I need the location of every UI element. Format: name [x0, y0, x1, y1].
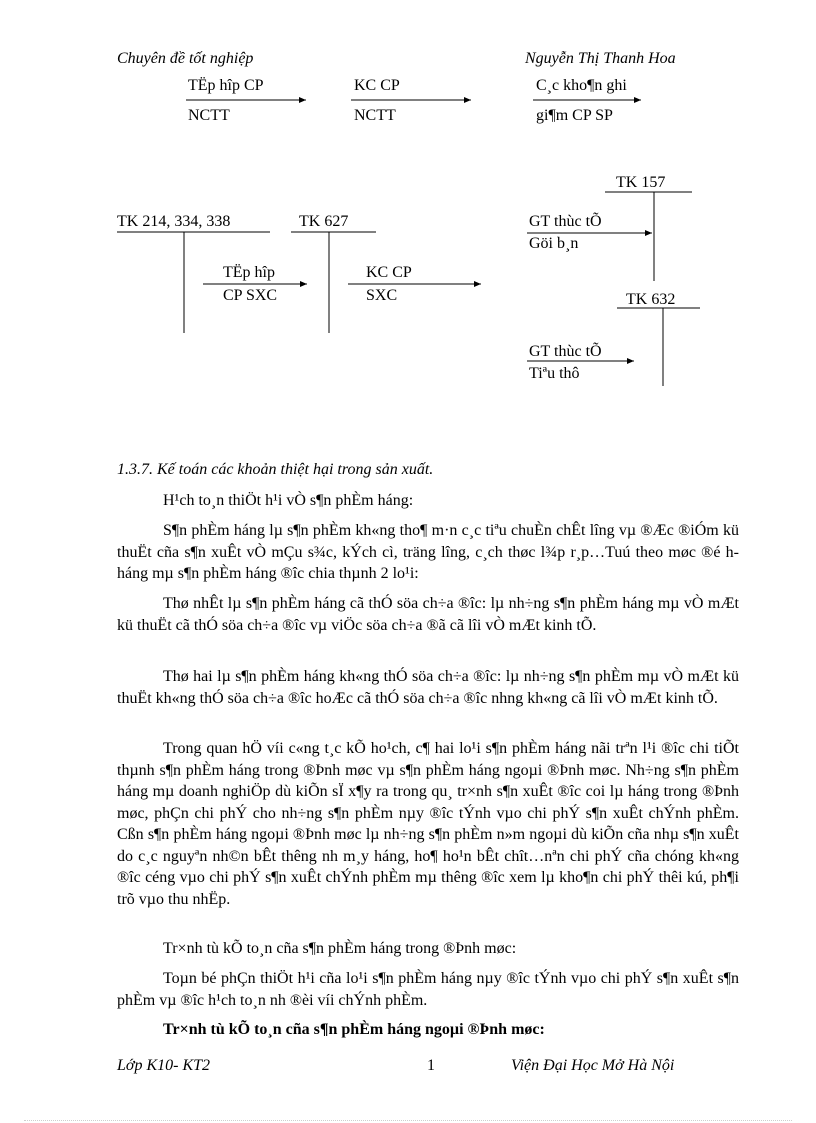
footer-left: Lớp K10- KT2 [117, 1057, 211, 1074]
page-bottom-divider [24, 1120, 792, 1121]
paragraph-7: Toµn bé phÇn thiÖt h¹i cña lo¹i s¶n phÈm háng nµy ®îc tÝnh vµo chi phÝ s¶n xuÊt s¶n phÈm vµ ®îc h¹ch to¸n nh ®èi víi chÝnh phÈm. [117, 970, 739, 1009]
tk-157-label: TK 157 [616, 174, 666, 191]
gt1-top-label: GT thùc tÕ [529, 213, 602, 230]
flow-step3-bottom: gi¶m CP SP [536, 107, 613, 124]
paragraph-4: Thø hai lµ s¶n phÈm háng kh«ng thÓ söa ch÷a ®îc: lµ nh÷ng s¶n phÈm mµ vÒ mÆt kü thuËt kh«ng thÓ söa ch÷a ®îc hoÆc cã thÓ söa ch÷a ®îc nhng kh«ng cã lîi vÒ mÆt kinh tÕ. [117, 668, 739, 707]
paragraph-5: Trong quan hÖ víi c«ng t¸c kÕ ho¹ch, c¶ hai lo¹i s¶n phÈm háng nãi trªn l¹i ®îc chi tiÕt thµnh s¶n phÈm háng trong ®Þnh møc vµ s¶n phÈm háng ngoµi ®Þnh møc. Nh÷ng s¶n phÈm háng mµ doanh nghiÖp dù kiÕn sÏ x¶y ra trong qu¸ tr×nh s¶n xuÊt ®îc coi lµ háng trong ®Þnh møc, phÇn chi phÝ cho nh÷ng s¶n phÈm nµy ®îc tÝnh vµo chi phÝ s¶n xuÊt chÝnh phÈm. Cßn s¶n phÈm háng ngoµi ®Þnh møc lµ nh÷ng s¶n phÈm n»m ngoµi dù kiÕn cña nhµ s¶n xuÊt do c¸c nguyªn nh©n bÊt thêng nh m¸y háng, ho¶ ho¹n bÊt chît…nªn chi phÝ cña chóng kh«ng ®îc céng vµo chi phÝ s¶n xuÊt chÝnh phÈm mµ thêng ®îc xem lµ kho¶n chi phÝ thêi kú, ph¶i trõ vµo thu nhËp. [117, 740, 739, 908]
gt2-bottom-label: Tiªu thô [529, 365, 580, 382]
flow-step2-top: KC CP [354, 77, 400, 94]
header-left: Chuyên đề tốt nghiệp [117, 50, 254, 67]
flow-step1-top: TËp hîp CP [188, 77, 264, 94]
paragraph-3: Thø nhÊt lµ s¶n phÈm háng cã thÓ söa ch÷a ®îc: lµ nh÷ng s¶n phÈm háng mµ vÒ mÆt kü thuËt cã thÓ söa ch÷a ®îc vµ viÖc söa ch÷a ®ã cã lîi vÒ mÆt kinh tÕ. [117, 595, 739, 634]
header-right: Nguyễn Thị Thanh Hoa [525, 50, 676, 67]
tk-left-label: TK 214, 334, 338 [117, 213, 231, 230]
flow-step1-bottom: NCTT [188, 107, 230, 124]
tk-627-label: TK 627 [299, 213, 349, 230]
paragraph-2: S¶n phÈm háng lµ s¶n phÈm kh«ng tho¶ m·n c¸c tiªu chuÈn chÊt lîng vµ ®Æc ®iÓm kü thuËt cña s¶n xuÊt vÒ mÇu s¾c, kÝch cì, träng lîng, c¸ch thøc l¾p r¸p…Tuú theo møc ®é h háng mµ s¶n phÈm háng ®îc chia thµnh 2 lo¹i: [117, 522, 739, 582]
page-number: 1 [427, 1057, 435, 1074]
paragraph-8: Tr×nh tù kÕ to¸n cña s¶n phÈm háng ngoµi ®Þnh møc: [163, 1021, 545, 1038]
collect-top-label: TËp hîp [223, 264, 275, 281]
section-title: 1.3.7. Kế toán các khoản thiệt hại trong sản xuất. [117, 461, 434, 478]
paragraph-6: Tr×nh tù kÕ to¸n cña s¶n phÈm háng trong ®Þnh møc: [163, 940, 517, 957]
kc-bottom-label: SXC [366, 287, 398, 304]
paragraph-1: H¹ch to¸n thiÖt h¹i vÒ s¶n phÈm háng: [163, 492, 414, 509]
collect-bottom-label: CP SXC [223, 287, 278, 304]
kc-top-label: KC CP [366, 264, 412, 281]
footer-right: Viện Đại Học Mở Hà Nội [511, 1057, 675, 1074]
gt1-bottom-label: Göi b¸n [529, 235, 579, 252]
flow-step3-top: C¸c kho¶n ghi [536, 77, 627, 94]
flow-step2-bottom: NCTT [354, 107, 396, 124]
tk-632-label: TK 632 [626, 291, 676, 308]
gt2-top-label: GT thùc tÕ [529, 343, 602, 360]
